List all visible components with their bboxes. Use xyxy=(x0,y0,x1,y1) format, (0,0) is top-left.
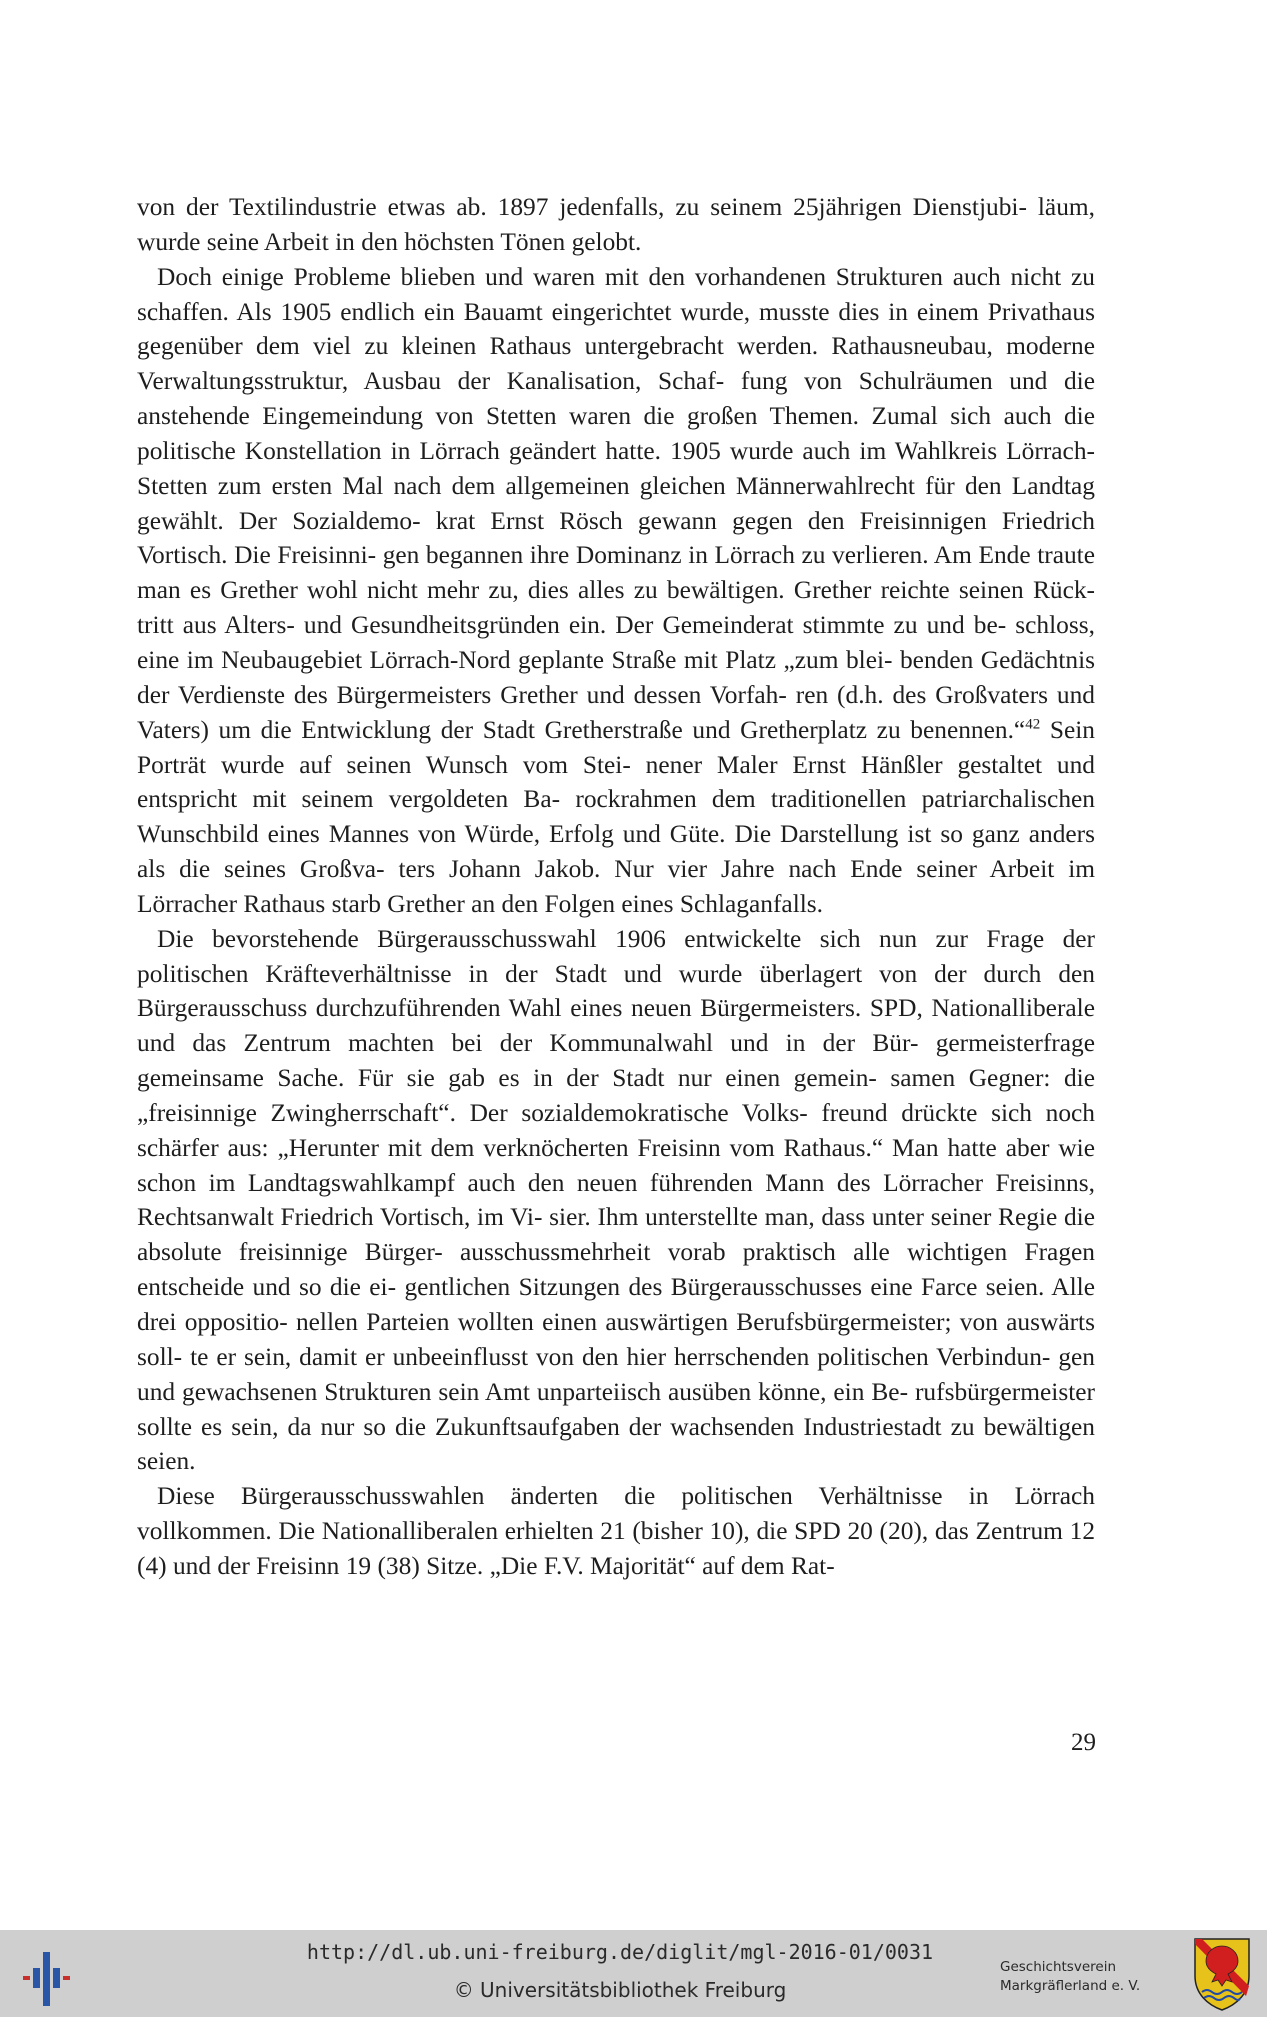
footnote-marker: 42 xyxy=(1025,716,1041,733)
text-line: den Bürgerausschuss durchzuführenden Wahl eines neuen Bürgermeisters. SPD, xyxy=(137,959,1095,1023)
text-line: der politischen Kräfteverhältnisse in der Stadt und wurde überlagert von der durch xyxy=(137,924,1095,988)
text-line: krat Ernst Rösch gewann gegen den Freisinnigen Friedrich Vortisch. Die Freisinni- xyxy=(137,506,1095,570)
text-line: ren (d.h. des Großvaters und Vaters) um die Entwicklung der Stadt Gretherstraße xyxy=(137,680,1096,744)
footer-bar xyxy=(0,1930,1267,2017)
text-line: sier. Ihm unterstellte man, dass unter seiner Regie die absolute freisinnige Bürger- xyxy=(137,1203,1095,1267)
text-line: allgemeinen gleichen Männerwahlrecht für den Landtag gewählt. Der Sozialdemo- xyxy=(137,471,1095,535)
text-line: läum, wurde seine Arbeit in den höchsten Tönen gelobt. xyxy=(137,193,1095,256)
text-line: Industriestadt zu bewältigen seien. xyxy=(137,1412,1095,1476)
text-line: benden Gedächtnis der Verdienste des Bürgermeisters Grether und dessen Vorfah- xyxy=(137,645,1096,709)
society-name-line-1: Geschichtsverein xyxy=(1000,1959,1116,1975)
text-line: samen Gegner: die „freisinnige Zwingherrschaft“. Der sozialdemokratische Volks- xyxy=(137,1064,1095,1127)
text-line: ausschussmehrheit vorab praktisch alle wichtigen Fragen entscheide und so die ei- xyxy=(137,1238,1095,1302)
copyright-notice: © Universitätsbibliothek Freiburg xyxy=(453,1978,787,2002)
text-line: vom Rathaus.“ Man hatte aber wie schon im Landtagswahlkampf auch den neuen xyxy=(137,1133,1095,1197)
text-line: tritt aus Alters- und Gesundheitsgründen ein. Der Gemeinderat stimmte zu und be- xyxy=(137,611,1007,640)
paragraph xyxy=(137,190,1095,260)
text-line: führenden Mann des Lörracher Freisinns, Rechtsanwalt Friedrich Vortisch, im Vi- xyxy=(137,1168,1095,1232)
text-line: rufsbürgermeister sollte es sein, da nur so die Zukunftsaufgaben der wachsenden xyxy=(137,1377,1095,1441)
logo-bar xyxy=(33,1968,40,1988)
society-name xyxy=(1000,1958,1190,1996)
society-name-line-2: Markgräflerland e. V. xyxy=(1000,1978,1141,1994)
text-line: Diese Bürgerausschusswahlen änderten die politischen Verhältnisse in Lörrach xyxy=(157,1482,1095,1511)
text-line: schloss, eine im Neubaugebiet Lörrach-Nord geplante Straße mit Platz „zum blei- xyxy=(137,611,1095,674)
text-line: gen begannen ihre Dominanz in Lörrach zu verlieren. Am Ende traute man es xyxy=(137,541,1096,605)
text-line: germeisterfrage gemeinsame Sache. Für sie gab es in der Stadt nur einen gemein- xyxy=(137,1029,1095,1093)
paragraph xyxy=(137,260,1095,922)
text-line: te er sein, damit er unbeeinflusst von den hier herrschenden politischen Verbindun- xyxy=(190,1342,1051,1371)
text-line: hatte. 1905 wurde auch im Wahlkreis Lörrach-Stetten zum ersten Mal nach dem xyxy=(137,436,1095,500)
text-line: einem Privathaus gegenüber dem viel zu kleinen Rathaus untergebracht werden. xyxy=(137,297,1095,361)
coat-of-arms-icon xyxy=(1192,1936,1252,2012)
text-line: Die bevorstehende Bürgerausschusswahl 1906 entwickelte sich nun zur Frage xyxy=(157,924,1045,953)
logo-bar xyxy=(63,1976,70,1980)
page-number: 29 xyxy=(1071,1729,1096,1756)
source-url-link[interactable]: http://dl.ub.uni-freiburg.de/diglit/mgl-2016-01/0031 xyxy=(306,1940,934,1964)
text-line: nener Maler Ernst Hänßler gestaltet und entspricht mit seinem vergoldeten Ba- xyxy=(137,750,1095,814)
library-logo-icon xyxy=(18,1942,82,2006)
text-line: Nationalliberale und das Zentrum machten bei der Kommunalwahl und in der Bür- xyxy=(137,994,1095,1058)
body-text xyxy=(137,190,1095,1584)
text-line: freund drückte sich noch schärfer aus: „Herunter mit dem verknöcherten Freisinn xyxy=(137,1098,1095,1162)
logo-bar xyxy=(53,1968,60,1988)
text-line: ters Johann Jakob. Nur vier Jahre nach Ende seiner Arbeit im Lörracher Rathaus xyxy=(137,855,1095,918)
text-line: Sein Porträt wurde auf seinen Wunsch vom Stei- xyxy=(137,715,1095,779)
text-line: vollkommen. Die Nationalliberalen erhielten 21 (bisher 10), die SPD 20 (20), das xyxy=(137,1517,969,1546)
logo-bar xyxy=(23,1976,30,1980)
text-line: nellen Parteien wollten einen auswärtigen Berufsbürgermeister; von auswärts soll- xyxy=(137,1308,1095,1371)
paragraph xyxy=(137,1479,1095,1584)
text-line: rockrahmen dem traditionellen patriarchalischen Wunschbild eines Mannes von xyxy=(137,785,1095,849)
text-line: Rathausneubau, moderne Verwaltungsstruktur, Ausbau der Kanalisation, Schaf- xyxy=(137,332,1095,396)
text-line: von der Textilindustrie etwas ab. 1897 jedenfalls, zu seinem 25jährigen Dienstjubi- xyxy=(137,193,1027,221)
text-line: Doch einige Probleme blieben und waren mit den vorhandenen Strukturen auch xyxy=(157,262,1001,291)
text-line: starb Grether an den Folgen eines Schlaganfalls. xyxy=(331,889,824,918)
logo-bar xyxy=(43,1952,50,2006)
text-line: fung von Schulräumen und die anstehende Eingemeindung von Stetten waren die xyxy=(137,367,1096,431)
text-line: Zentrum 12 (4) und der Freisinn 19 (38) Sitze. „Die F.V. Majorität“ auf dem Rat- xyxy=(137,1517,1096,1580)
text-line: gentlichen Sitzungen des Bürgerausschusses eine Farce seien. Alle drei oppositio- xyxy=(137,1273,1095,1336)
text-line: Würde, Erfolg und Güte. Die Darstellung ist so ganz anders als die seines Großva- xyxy=(137,820,1095,884)
text-line: großen Themen. Zumal sich auch die politische Konstellation in Lörrach geändert xyxy=(137,402,1095,465)
text-line: und Gretherplatz zu benennen.“ xyxy=(692,715,1026,744)
text-line: nicht zu schaffen. Als 1905 endlich ein Bauamt eingerichtet wurde, musste dies in xyxy=(137,262,1095,326)
paragraph xyxy=(137,922,1095,1480)
text-line: Grether wohl nicht mehr zu, dies alles zu bewältigen. Grether reichte seinen Rück- xyxy=(220,576,1095,605)
text-line: gen und gewachsenen Strukturen sein Amt unparteiisch ausüben könne, ein Be- xyxy=(137,1342,1095,1406)
